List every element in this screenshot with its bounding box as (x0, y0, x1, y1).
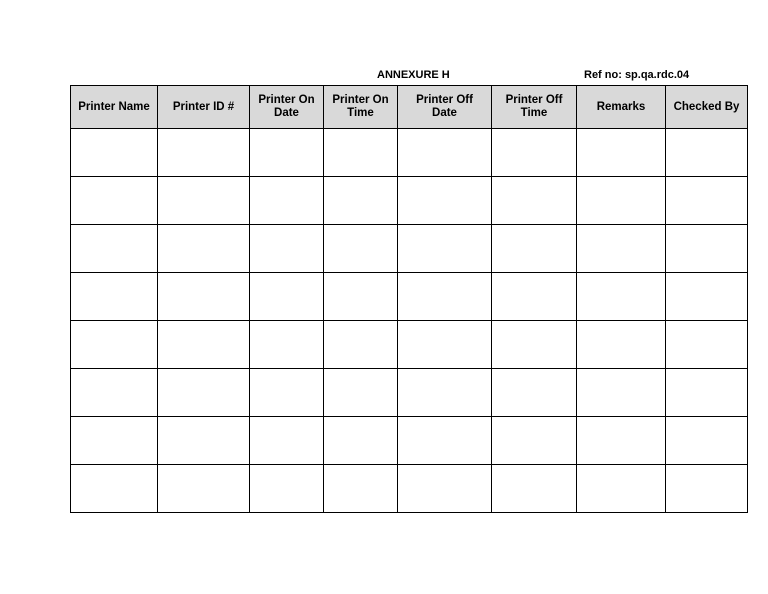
column-header-line: Printer Off (505, 94, 563, 106)
table-cell[interactable] (577, 273, 666, 321)
table-cell[interactable] (577, 225, 666, 273)
table-cell[interactable] (158, 177, 250, 225)
table-cell[interactable] (158, 369, 250, 417)
table-cell[interactable] (250, 369, 324, 417)
table-cell[interactable] (666, 465, 748, 513)
table-cell[interactable] (398, 273, 492, 321)
table-row (71, 273, 748, 321)
table-cell[interactable] (398, 417, 492, 465)
column-header-printer-off-time (492, 86, 577, 129)
table-cell[interactable] (666, 369, 748, 417)
column-header-line: Time (347, 107, 374, 119)
table-cell[interactable] (398, 177, 492, 225)
table-cell[interactable] (250, 129, 324, 177)
table-cell[interactable] (398, 321, 492, 369)
table-cell[interactable] (577, 465, 666, 513)
table-row (71, 177, 748, 225)
table-cell[interactable] (71, 129, 158, 177)
table-cell[interactable] (666, 273, 748, 321)
table-cell[interactable] (398, 129, 492, 177)
table-cell[interactable] (324, 177, 398, 225)
table-cell[interactable] (250, 225, 324, 273)
column-header-remarks (577, 86, 666, 129)
table-cell[interactable] (492, 369, 577, 417)
table-cell[interactable] (71, 321, 158, 369)
table-cell[interactable] (492, 321, 577, 369)
table-cell[interactable] (398, 465, 492, 513)
table-cell[interactable] (71, 225, 158, 273)
table-cell[interactable] (250, 177, 324, 225)
table-cell[interactable] (71, 465, 158, 513)
table-cell[interactable] (577, 321, 666, 369)
table-cell[interactable] (666, 225, 748, 273)
table-cell[interactable] (492, 465, 577, 513)
column-header-line: Date (274, 107, 299, 119)
table-cell[interactable] (324, 417, 398, 465)
table-cell[interactable] (492, 225, 577, 273)
table-cell[interactable] (492, 177, 577, 225)
table-cell[interactable] (324, 465, 398, 513)
table-cell[interactable] (250, 321, 324, 369)
table-cell[interactable] (324, 225, 398, 273)
column-header-printer-on-date (250, 86, 324, 129)
table-cell[interactable] (158, 225, 250, 273)
table-cell[interactable] (158, 273, 250, 321)
table-cell[interactable] (71, 177, 158, 225)
table-cell[interactable] (324, 321, 398, 369)
reference-number: Ref no: sp.qa.rdc.04 (584, 69, 690, 81)
table-cell[interactable] (250, 465, 324, 513)
column-header-printer-id (158, 86, 250, 129)
table-row (71, 417, 748, 465)
table-cell[interactable] (71, 369, 158, 417)
table-cell[interactable] (158, 465, 250, 513)
table-cell[interactable] (577, 177, 666, 225)
table-row (71, 129, 748, 177)
table-cell[interactable] (666, 129, 748, 177)
table-cell[interactable] (577, 129, 666, 177)
column-header-line: Date (432, 107, 457, 119)
column-header-line: Printer Name (78, 100, 150, 113)
table-row (71, 225, 748, 273)
table-cell[interactable] (398, 369, 492, 417)
column-header-line: Remarks (596, 100, 646, 113)
table-cell[interactable] (158, 129, 250, 177)
table-cell[interactable] (577, 369, 666, 417)
table-cell[interactable] (492, 273, 577, 321)
table-cell[interactable] (158, 417, 250, 465)
column-header-line: Printer On (258, 94, 315, 106)
table-header-row (71, 86, 748, 129)
table-row (71, 465, 748, 513)
table-row (71, 321, 748, 369)
annexure-title: ANNEXURE H (377, 69, 450, 81)
column-header-printer-on-time (324, 86, 398, 129)
table-cell[interactable] (158, 321, 250, 369)
table-cell[interactable] (398, 225, 492, 273)
table-cell[interactable] (666, 321, 748, 369)
column-header-line: Printer ID # (172, 100, 235, 113)
column-header-line: Checked By (673, 100, 740, 113)
table-cell[interactable] (250, 417, 324, 465)
column-header-printer-name (71, 86, 158, 129)
table-row (71, 369, 748, 417)
column-header-checked-by (666, 86, 748, 129)
table-cell[interactable] (250, 273, 324, 321)
table-cell[interactable] (71, 273, 158, 321)
table-cell[interactable] (666, 177, 748, 225)
column-header-line: Printer On (332, 94, 389, 106)
table-cell[interactable] (492, 129, 577, 177)
table-cell[interactable] (324, 369, 398, 417)
table-cell[interactable] (324, 129, 398, 177)
column-header-line: Printer Off (416, 94, 473, 106)
table-cell[interactable] (324, 273, 398, 321)
column-header-printer-off-date (398, 86, 492, 129)
column-header-line: Time (520, 107, 548, 119)
printer-log-table (70, 85, 748, 513)
table-cell[interactable] (492, 417, 577, 465)
table-cell[interactable] (666, 417, 748, 465)
table-cell[interactable] (71, 417, 158, 465)
table-cell[interactable] (577, 417, 666, 465)
